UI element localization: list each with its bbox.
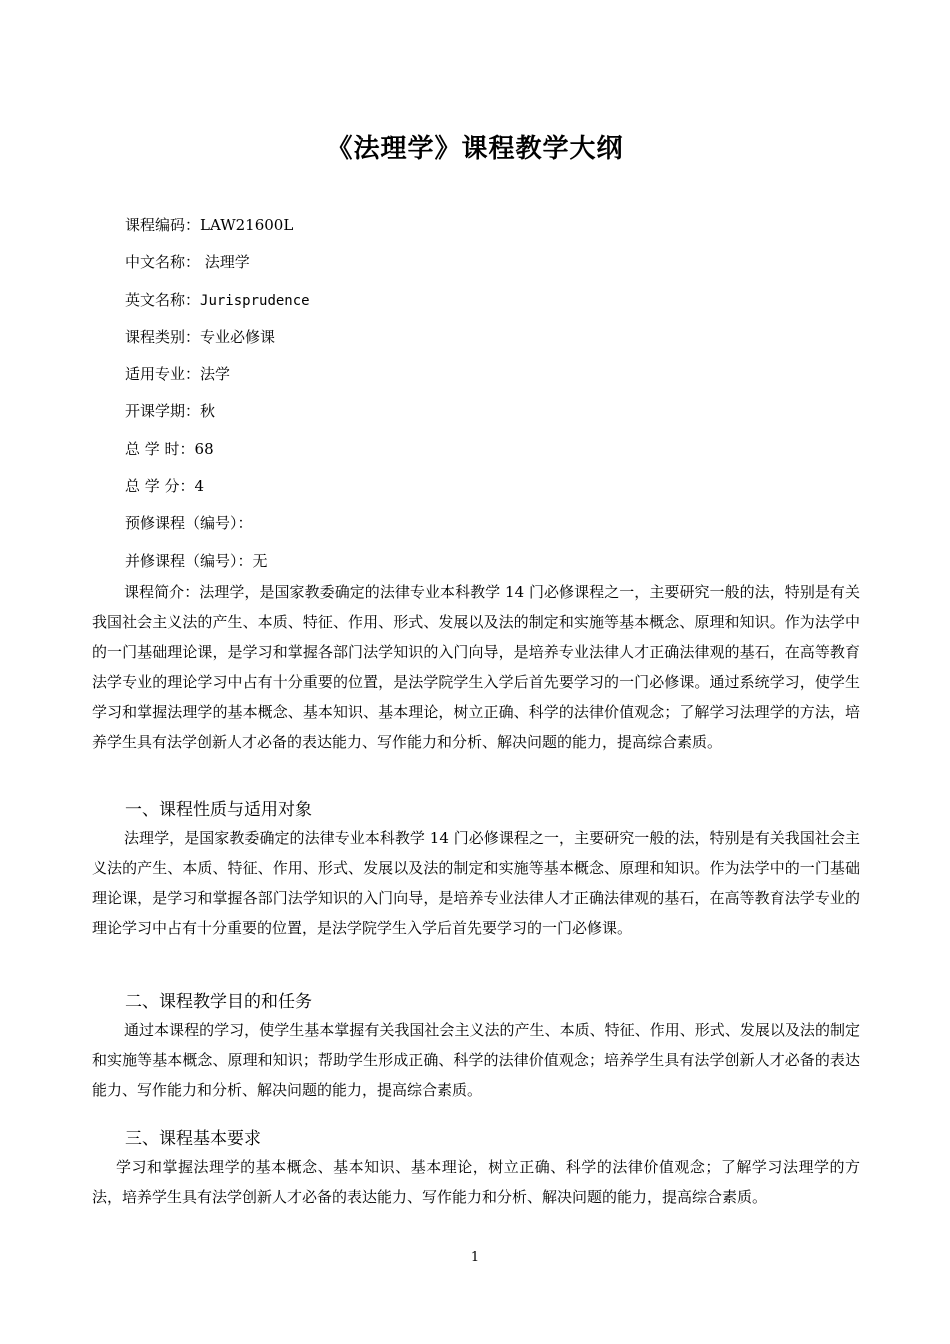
course-info-list xyxy=(125,208,865,581)
section-heading-objectives: 二、课程教学目的和任务 xyxy=(125,992,312,1012)
course-intro-label: 课程简介： xyxy=(124,583,200,601)
course-category-value: 专业必修课 xyxy=(200,327,276,346)
total-hours-value: 68 xyxy=(194,439,214,458)
major-label: 适用专业： xyxy=(125,365,201,384)
english-name-row xyxy=(125,283,865,320)
course-intro-paragraph xyxy=(92,577,860,757)
page-number: 1 xyxy=(470,1250,480,1265)
prerequisite-row xyxy=(125,506,865,543)
major-row xyxy=(125,357,865,394)
course-category-row xyxy=(125,320,865,357)
chinese-name-row xyxy=(125,245,865,282)
section-text-nature: 法理学，是国家教委确定的法律专业本科教学 14 门必修课程之一，主要研究一般的法，特别是有关我国社会主义法的产生、本质、特征、作用、形式、发展以及法的制定和实施等基本概念、原理和知识。作为法学中的一门基础理论课，是学习和掌握各部门法学知识的入门向导，是培养专业法律人才正确法律观的基石，在高等教育法学专业的理论学习中占有十分重要的位置，是法学院学生入学后首先要学习的一门必修课。 xyxy=(92,829,860,937)
corequisite-value: 无 xyxy=(252,551,268,570)
semester-value: 秋 xyxy=(200,402,216,421)
document-title: 《法理学》课程教学大纲 xyxy=(326,134,624,165)
section-heading-requirements: 三、课程基本要求 xyxy=(125,1129,261,1149)
total-hours-row xyxy=(125,432,865,469)
section-text-requirements: 学习和掌握法理学的基本概念、基本知识、基本理论，树立正确、科学的法律价值观念；了解学习法理学的方法，培养学生具有法学创新人才必备的表达能力、写作能力和分析、解决问题的能力，提高综合素质。 xyxy=(92,1158,860,1206)
course-intro-text: 法理学，是国家教委确定的法律专业本科教学 14 门必修课程之一，主要研究一般的法，特别是有关我国社会主义法的产生、本质、特征、作用、形式、发展以及法的制定和实施等基本概念、原理和知识。作为法学中的一门基础理论课，是学习和掌握各部门法学知识的入门向导，是培养专业法律人才正确法律观的基石，在高等教育法学专业的理论学习中占有十分重要的位置，是法学院学生入学后首先要学习的一门必修课。通过系统学习，使学生学习和掌握法理学的基本概念、基本知识、基本理论，树立正确、科学的法律价值观念；了解学习法理学的方法，培养学生具有法学创新人才必备的表达能力、写作能力和分析、解决问题的能力，提高综合素质。 xyxy=(92,583,860,751)
chinese-name-value: 法理学 xyxy=(200,253,250,272)
course-code-row xyxy=(125,208,865,245)
total-hours-label: 总 学 时： xyxy=(125,439,195,458)
course-category-label: 课程类别： xyxy=(125,327,201,346)
corequisite-label: 并修课程（编号）： xyxy=(125,551,253,570)
english-name-value: Jurisprudence xyxy=(200,292,310,309)
semester-row xyxy=(125,394,865,431)
course-code-label: 课程编码： xyxy=(125,216,201,234)
major-value: 法学 xyxy=(200,365,231,384)
course-code-value: LAW21600L xyxy=(200,216,294,234)
section-heading-nature: 一、课程性质与适用对象 xyxy=(125,800,312,820)
corequisite-row xyxy=(125,544,865,581)
total-credits-value: 4 xyxy=(194,477,205,496)
prerequisite-label: 预修课程（编号）： xyxy=(125,514,253,533)
semester-label: 开课学期： xyxy=(125,402,201,421)
chinese-name-label: 中文名称： xyxy=(125,253,201,272)
total-credits-label: 总 学 分： xyxy=(125,477,195,496)
total-credits-row xyxy=(125,469,865,506)
english-name-label: 英文名称： xyxy=(125,290,201,309)
section-text-objectives: 通过本课程的学习，使学生基本掌握有关我国社会主义法的产生、本质、特征、作用、形式、发展以及法的制定和实施等基本概念、原理和知识；帮助学生形成正确、科学的法律价值观念；培养学生具有法学创新人才必备的表达能力、写作能力和分析、解决问题的能力，提高综合素质。 xyxy=(92,1021,860,1099)
